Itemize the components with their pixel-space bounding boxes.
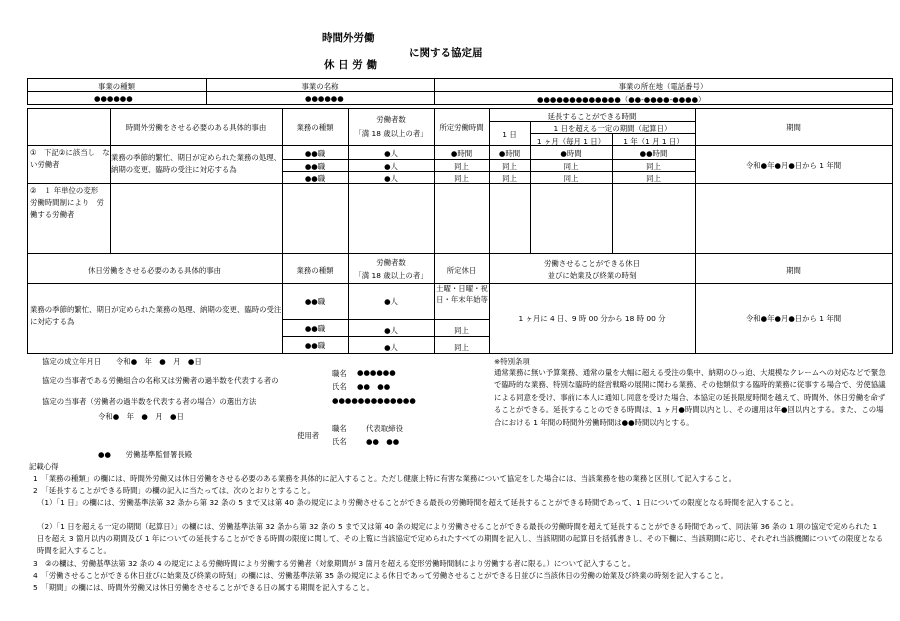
- note-item: （2）「1 日を超える一定の期間（起算日）」の欄には、労働基準法第 32 条から第 32 条の 5 まで又は第 40 条の規定により労働させることができる最長の労働時間を超えて延長することができる時間であって、同法第 36 条の 1 項の協定で定められた 1 日を超え 3 箇月以内の期間及び 1 年についての延長することができる時間の限度に関して、その上覧に当該協定で定められたすべての期間を記入し、当該期間の起算日を括弧書きし、その下欄に、当該期間に応じ、それぞれ当該機關についての限度となる時間を記入すること。: [37, 522, 883, 555]
- notes-title: 記載心得: [29, 462, 59, 471]
- day-cell: 同上: [502, 174, 517, 183]
- note-item: 2 「延長することができる時間」の欄の記入に当たっては、次のとおりとすること。: [33, 486, 315, 495]
- note-item: 1 「業務の種類」の欄には、時間外労働又は休日労働をさせる必要のある業務を具体的に記入すること。ただし健康上特に有害な業務について協定をした場合には、当該業務を他の業務と区別して記入すること。: [33, 474, 736, 483]
- holiday-period-header: 期間: [786, 266, 801, 275]
- holiday-day-cell: 同上: [454, 326, 469, 335]
- title-holiday: 休 日 労 働: [324, 59, 377, 71]
- business-type-label: 事業の種類: [98, 82, 135, 91]
- row1-label: ① 下記②に該当し ない労働者: [30, 148, 110, 169]
- year-cell: 同上: [646, 162, 661, 171]
- overtime-work-cell: ●●職: [304, 174, 326, 183]
- special-text: 通常業務に無い予算業務、通常の量を大幅に超える受注の集中、納期のひっ迫、大規模なクレームへの対応などで緊急で臨時的な業務、特別な臨時的経営戦略の展開に関わる業務、その他類似する臨時的業務に従事する場合で、労使協議による同意を受け、事前に本人に通知し同意を受けた場合、本協定の延長限度時間を越えて、時間外、休日労働を命ずることができる。延長することのできる時間は、1 ヶ月●時間以内とし、その適用は年●回以内とする。また、この場合における 1 年間の時間外労働時間は●●時間以内とする。: [494, 368, 886, 427]
- standard-hours-cell: ●時間: [450, 149, 473, 158]
- holiday-workers-header: 労働者数: [376, 258, 406, 267]
- name-value: ●● ●●: [357, 382, 391, 391]
- business-type-value: ●●●●●●: [94, 94, 133, 103]
- note-item: 3 ②の欄は、労働基準法第 32 条の 4 の規定による労働時間により労働する労働者（対象期間が 3 箇月を超える変形労働時間制により労働する者に限る。）について記入すること。: [33, 559, 636, 568]
- overtime-period-header: 期間: [786, 123, 801, 132]
- holiday-hours-header-1: 労働させることができる休日: [543, 259, 641, 268]
- year-cell: 同上: [646, 174, 661, 183]
- over-day-header: 1 日を超える一定の期間（起算日）: [553, 124, 672, 133]
- row1-reason: 業務の季節的繁忙、期日が定められた業務の処理、納期の変更、臨時の受注に対応する為: [111, 153, 281, 174]
- overtime-workers-cell: ●人: [384, 162, 398, 171]
- standard-hours-header: 所定労働時間: [439, 123, 484, 132]
- holiday-workers-cell: ●人: [384, 326, 398, 335]
- overtime-workers-sub: 「満 18 歳以上の者」: [354, 129, 428, 138]
- day-cell: ●時間: [498, 149, 521, 158]
- holiday-hours-value: 1 ヶ月に 4 日、9 時 00 分から 18 時 00 分: [518, 314, 666, 323]
- overtime-workers-cell: ●人: [384, 174, 398, 183]
- business-name-label: 事業の名称: [301, 82, 339, 91]
- selection-label: 協定の当事者（労働者の過半数を代表する者の場合）の選出方法: [42, 397, 257, 406]
- standard-hours-cell: 同上: [454, 162, 469, 171]
- employer-job-value: 代表取締役: [366, 424, 403, 433]
- holiday-workers-cell: ●人: [384, 343, 398, 352]
- labor-office: ●● 労働基準監督署長殿: [98, 450, 193, 459]
- location-value: ●●●●●●●●●●●●●（●●-●●●●-●●●●）: [537, 95, 706, 104]
- employer-name-value: ●● ●●: [366, 437, 400, 446]
- holiday-day-cell: 同上: [454, 343, 469, 352]
- special-title: ※特別条項: [494, 357, 530, 366]
- agreement-date-2: 令和● 年 ● 月 ●日: [98, 412, 184, 421]
- union-label: 協定の当事者である労働組合の名称又は労働者の過半数を代表する者の: [42, 376, 279, 385]
- holiday-work-cell: ●●職: [304, 341, 326, 350]
- employer-label: 使用者: [297, 431, 320, 440]
- month-cell: ●時間: [560, 149, 582, 158]
- month-cell: 同上: [563, 174, 579, 183]
- employer-job-label: 職名: [332, 424, 347, 433]
- note-item: 4 「労働させることができる休日並びに始業及び終業の時刻」の欄には、労働基準法第 35 条の規定による休日であって労働させることができる日並びに当該休日の労働の始業及び終業の時刻を記入すること。: [33, 571, 728, 580]
- selection-value: ●●●●●●●●●●●●●: [332, 396, 416, 405]
- day-header: 1 日: [502, 130, 517, 139]
- note-item: 5 「期間」の欄には、時間外労働又は休日労働をさせることができる日の属する期間を記入すること。: [33, 583, 374, 592]
- month-cell: 同上: [563, 162, 579, 171]
- job-value: ●●●●●●: [357, 368, 396, 377]
- name-label: 氏名: [332, 382, 347, 391]
- holiday-day-cell: 土曜・日曜・祝日・年末年始等: [436, 284, 488, 304]
- business-name-value: ●●●●●●: [305, 94, 344, 103]
- job-label: 職名: [332, 369, 347, 378]
- holiday-header: 所定休日: [446, 266, 477, 275]
- overtime-workers-cell: ●人: [384, 149, 398, 158]
- holiday-work-cell: ●●職: [304, 297, 326, 306]
- holiday-work-type-header: 業務の種類: [296, 266, 334, 275]
- holiday-workers-sub: 「満 18 歳以上の者」: [354, 271, 428, 280]
- year-cell: ●●時間: [639, 149, 668, 158]
- holiday-work-cell: ●●職: [304, 324, 326, 333]
- overtime-work-type-header: 業務の種類: [296, 123, 334, 132]
- overtime-work-cell: ●●職: [304, 149, 326, 158]
- holiday-reason: 業務の季節的繁忙、期日が定められた業務の処理、納期の変更、臨時の受注に対応する為: [30, 305, 282, 326]
- title-suffix: に関する協定届: [409, 47, 483, 59]
- title-overtime: 時間外労働: [322, 32, 375, 44]
- holiday-reason-header: 休日労働をさせる必要のある具体的事由: [87, 266, 222, 275]
- holiday-hours-header-2: 並びに始業及び終業の時刻: [547, 271, 637, 280]
- day-cell: 同上: [502, 162, 517, 171]
- note-item: （1）「1 日」の欄には、労働基準法第 32 条から第 32 条の 5 まで又は第 40 条の規定により労働させることができる最長の労働時間を超えて延長することができる時間であって、1 日についての限度となる時間を記入すること。: [37, 498, 799, 507]
- year-header: 1 年（1 月 1 日）: [623, 137, 684, 146]
- overtime-workers-header: 労働者数: [376, 115, 406, 124]
- overtime-work-cell: ●●職: [304, 162, 326, 171]
- overtime-period-value: 令和●年●月●日から 1 年間: [745, 161, 842, 170]
- location-label: 事業の所在地（電話番号）: [618, 82, 708, 91]
- holiday-period-value: 令和●年●月●日から 1 年間: [745, 314, 842, 323]
- month-header: 1 ヶ月（毎月 1 日）: [536, 137, 606, 146]
- holiday-workers-cell: ●人: [384, 297, 398, 306]
- agreement-date: 協定の成立年月日 令和● 年 ● 月 ●日: [42, 357, 202, 366]
- standard-hours-cell: 同上: [454, 174, 469, 183]
- overtime-reason-header: 時間外労働をさせる必要のある具体的事由: [125, 123, 267, 132]
- employer-name-label: 氏名: [332, 437, 347, 446]
- extend-header: 延長することができる時間: [547, 112, 637, 121]
- row2-label: ② １ 年単位の変形 労働時間制により 労働する労働者: [30, 186, 106, 219]
